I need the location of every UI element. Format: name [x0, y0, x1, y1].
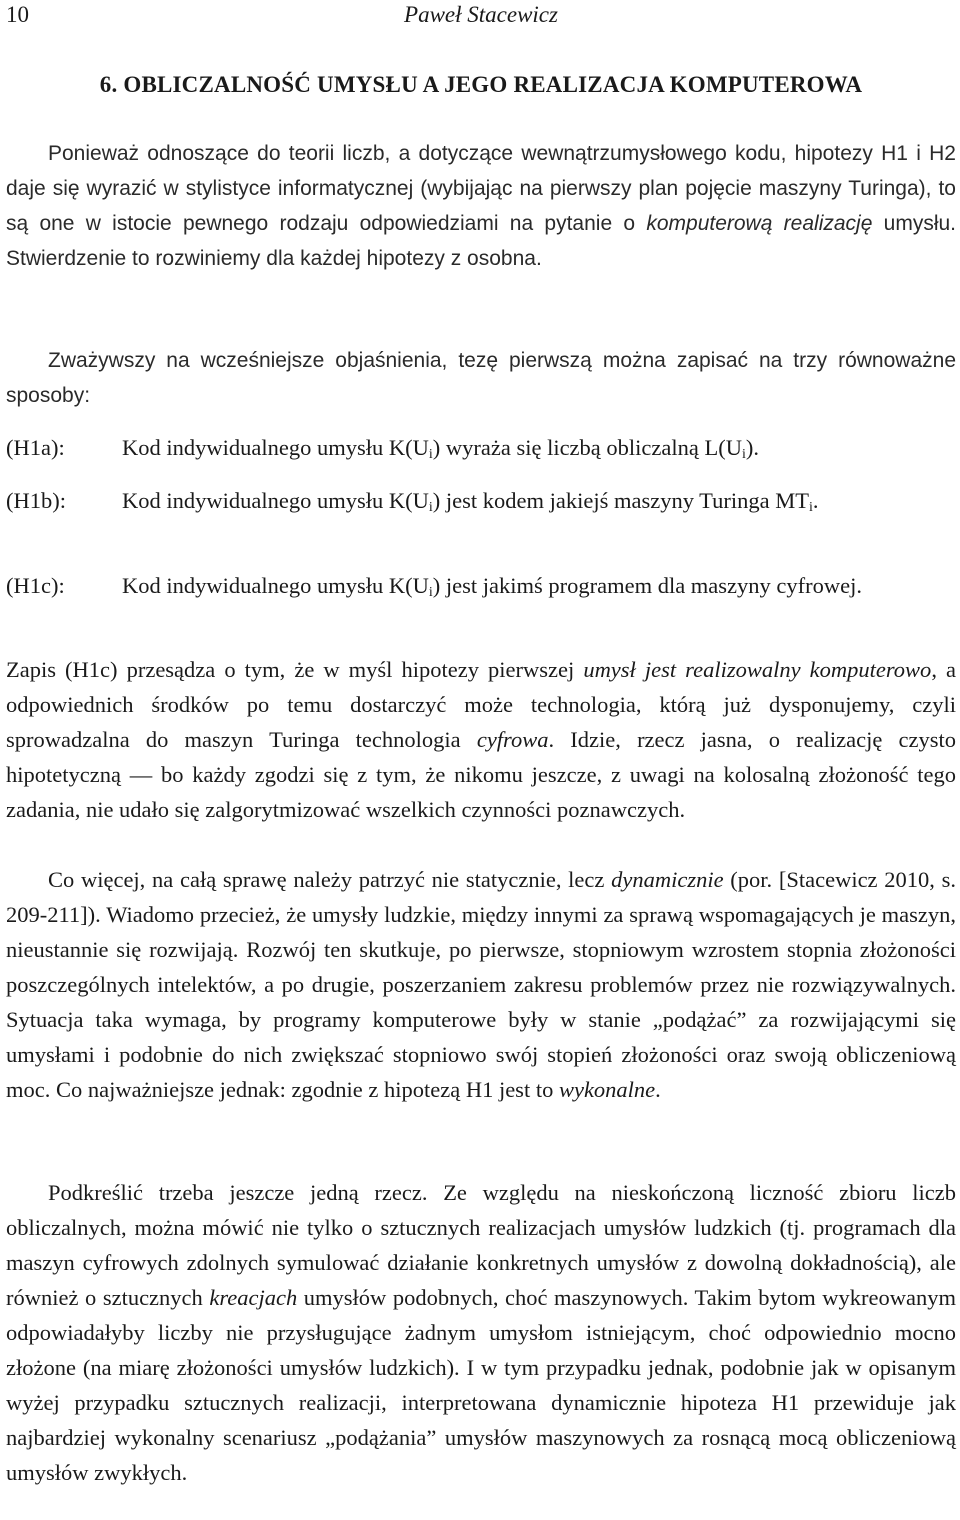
emphasis: wykonalne: [558, 1077, 656, 1102]
page-header: [6, 2, 956, 30]
emphasis: komputerową realizację: [646, 212, 873, 235]
hypothesis-h1b: [6, 481, 956, 561]
intro-paragraph-1: [6, 136, 956, 276]
hypothesis-label: (H1b):: [6, 488, 66, 513]
body-paragraph-3: Podkreślić trzeba jeszcze jedną rzecz. Ze względu na nieskończoną liczność zbioru liczb obliczalnych, można mówić nie tylko o sztucznych realizacjach umysłów ludzkich (tj. programach dla maszyn cyfrowych zdolnych symulować działanie konkretnych umysłów z dowolną dokładnością), ale również o sztucznych kreacjach umysłów podobnych, choć maszynowych. Takim bytom wykreowanym odpowiadałyby liczby nie przysługujące żadnym umysłom istniejącym, choć odpowiednio mocno złożone (na miarę złożoności umysłów ludzkich). I w tym przypadku jednak, podobnie jak w opisanym wyżej przypadku sztucznych realizacji, interpretowana dynamicznie hipoteza H1 przewiduje jak najbardziej wykonalny scenariusz „podążania” umysłów maszynowych za rosnącą mocą obliczeniową umysłów zwykłych.: [6, 1180, 957, 1485]
emphasis: umysł jest realizowalny komputerowo: [583, 657, 932, 682]
section-title: 6. OBLICZALNOŚĆ UMYSŁU A JEGO REALIZACJA KOMPUTEROWA: [99, 72, 863, 97]
hypothesis-h1c: [6, 566, 956, 646]
hypothesis-label: (H1c):: [6, 573, 65, 598]
intro-text: Ponieważ odnoszące do teorii liczb, a dotyczące wewnątrzumysłowego kodu, hipotezy H1 i H2 daje się wyrazić w stylistyce informatycznej (wybijając na pierwszy plan pojęcie maszyny Turinga), to są one w istocie pewnego rodzaju odpowiedziami na pytanie o: [6, 142, 956, 235]
hypothesis-h1a: [6, 428, 956, 468]
hypothesis-text: Kod indywidualnego umysłu $K(U_i)$ jest jakimś programem dla maszyny cyfrowej.: [122, 573, 862, 600]
emphasis: cyfrowa: [476, 727, 549, 752]
intro-text: umysłu. Stwierdzenie to rozwiniemy dla każdej hipotezy z osobna.: [6, 212, 957, 270]
hypothesis-text: Kod indywidualnego umysłu $K(U_i)$ jest kodem jakiejś maszyny Turinga $MT_i$.: [122, 488, 819, 515]
running-head-author: Paweł Stacewicz: [404, 2, 558, 27]
body-paragraph-2: Co więcej, na całą sprawę należy patrzyć nie statycznie, lecz dynamicznie (por. [Stacewicz 2010, s. 209-211]). Wiadomo przecież, że umysły ludzkie, między innymi za sprawą wspomagających je maszyn, nieustannie się rozwijają. Rozwój ten skutkuje, po pierwsze, stopniowym wzrostem stopnia złożoności poszczególnych intelektów, a po drugie, poszerzaniem zakresu problemów przez nie rozwiązywalnych. Sytuacja taka wymaga, by programy komputerowe były w stanie „podążać” za rozwijającymi się umysłami i podobnie do nich zwiększać stopniowo swój stopień złożoności oraz swoją obliczeniową moc. Co najważniejsze jednak: zgodnie z hipotezą H1 jest to wykonalne.: [6, 867, 956, 1102]
hypothesis-text: Kod indywidualnego umysłu $K(U_i)$ wyraża się liczbą obliczalną $L(U_i)$.: [122, 435, 759, 462]
intro-paragraph-2: Zważywszy na wcześniejsze objaśnienia, tezę pierwszą można zapisać na trzy równoważne sposoby:: [6, 349, 956, 407]
hypothesis-label: (H1a):: [6, 435, 65, 460]
emphasis: kreacjach: [209, 1285, 298, 1310]
body-paragraph-1: Zapis (H1c) przesądza o tym, że w myśl hipotezy pierwszej umysł jest realizowalny komputerowo, a odpowiednich środków po temu dostarczyć może technologia, którą już dysponujemy, czyli sprowadzalna do maszyn Turinga technologia cyfrowa. Idzie, rzecz jasna, o realizację czysto hipotetyczną — bo każdy zgodzi się z tym, że nikomu jeszcze, z uwagi na kolosalną złożoność tego zadania, nie udało się zalgorytmizować wszelkich czynności poznawczych.: [6, 657, 956, 822]
emphasis: dynamicznie: [611, 867, 724, 892]
page-number: 10: [6, 2, 29, 27]
